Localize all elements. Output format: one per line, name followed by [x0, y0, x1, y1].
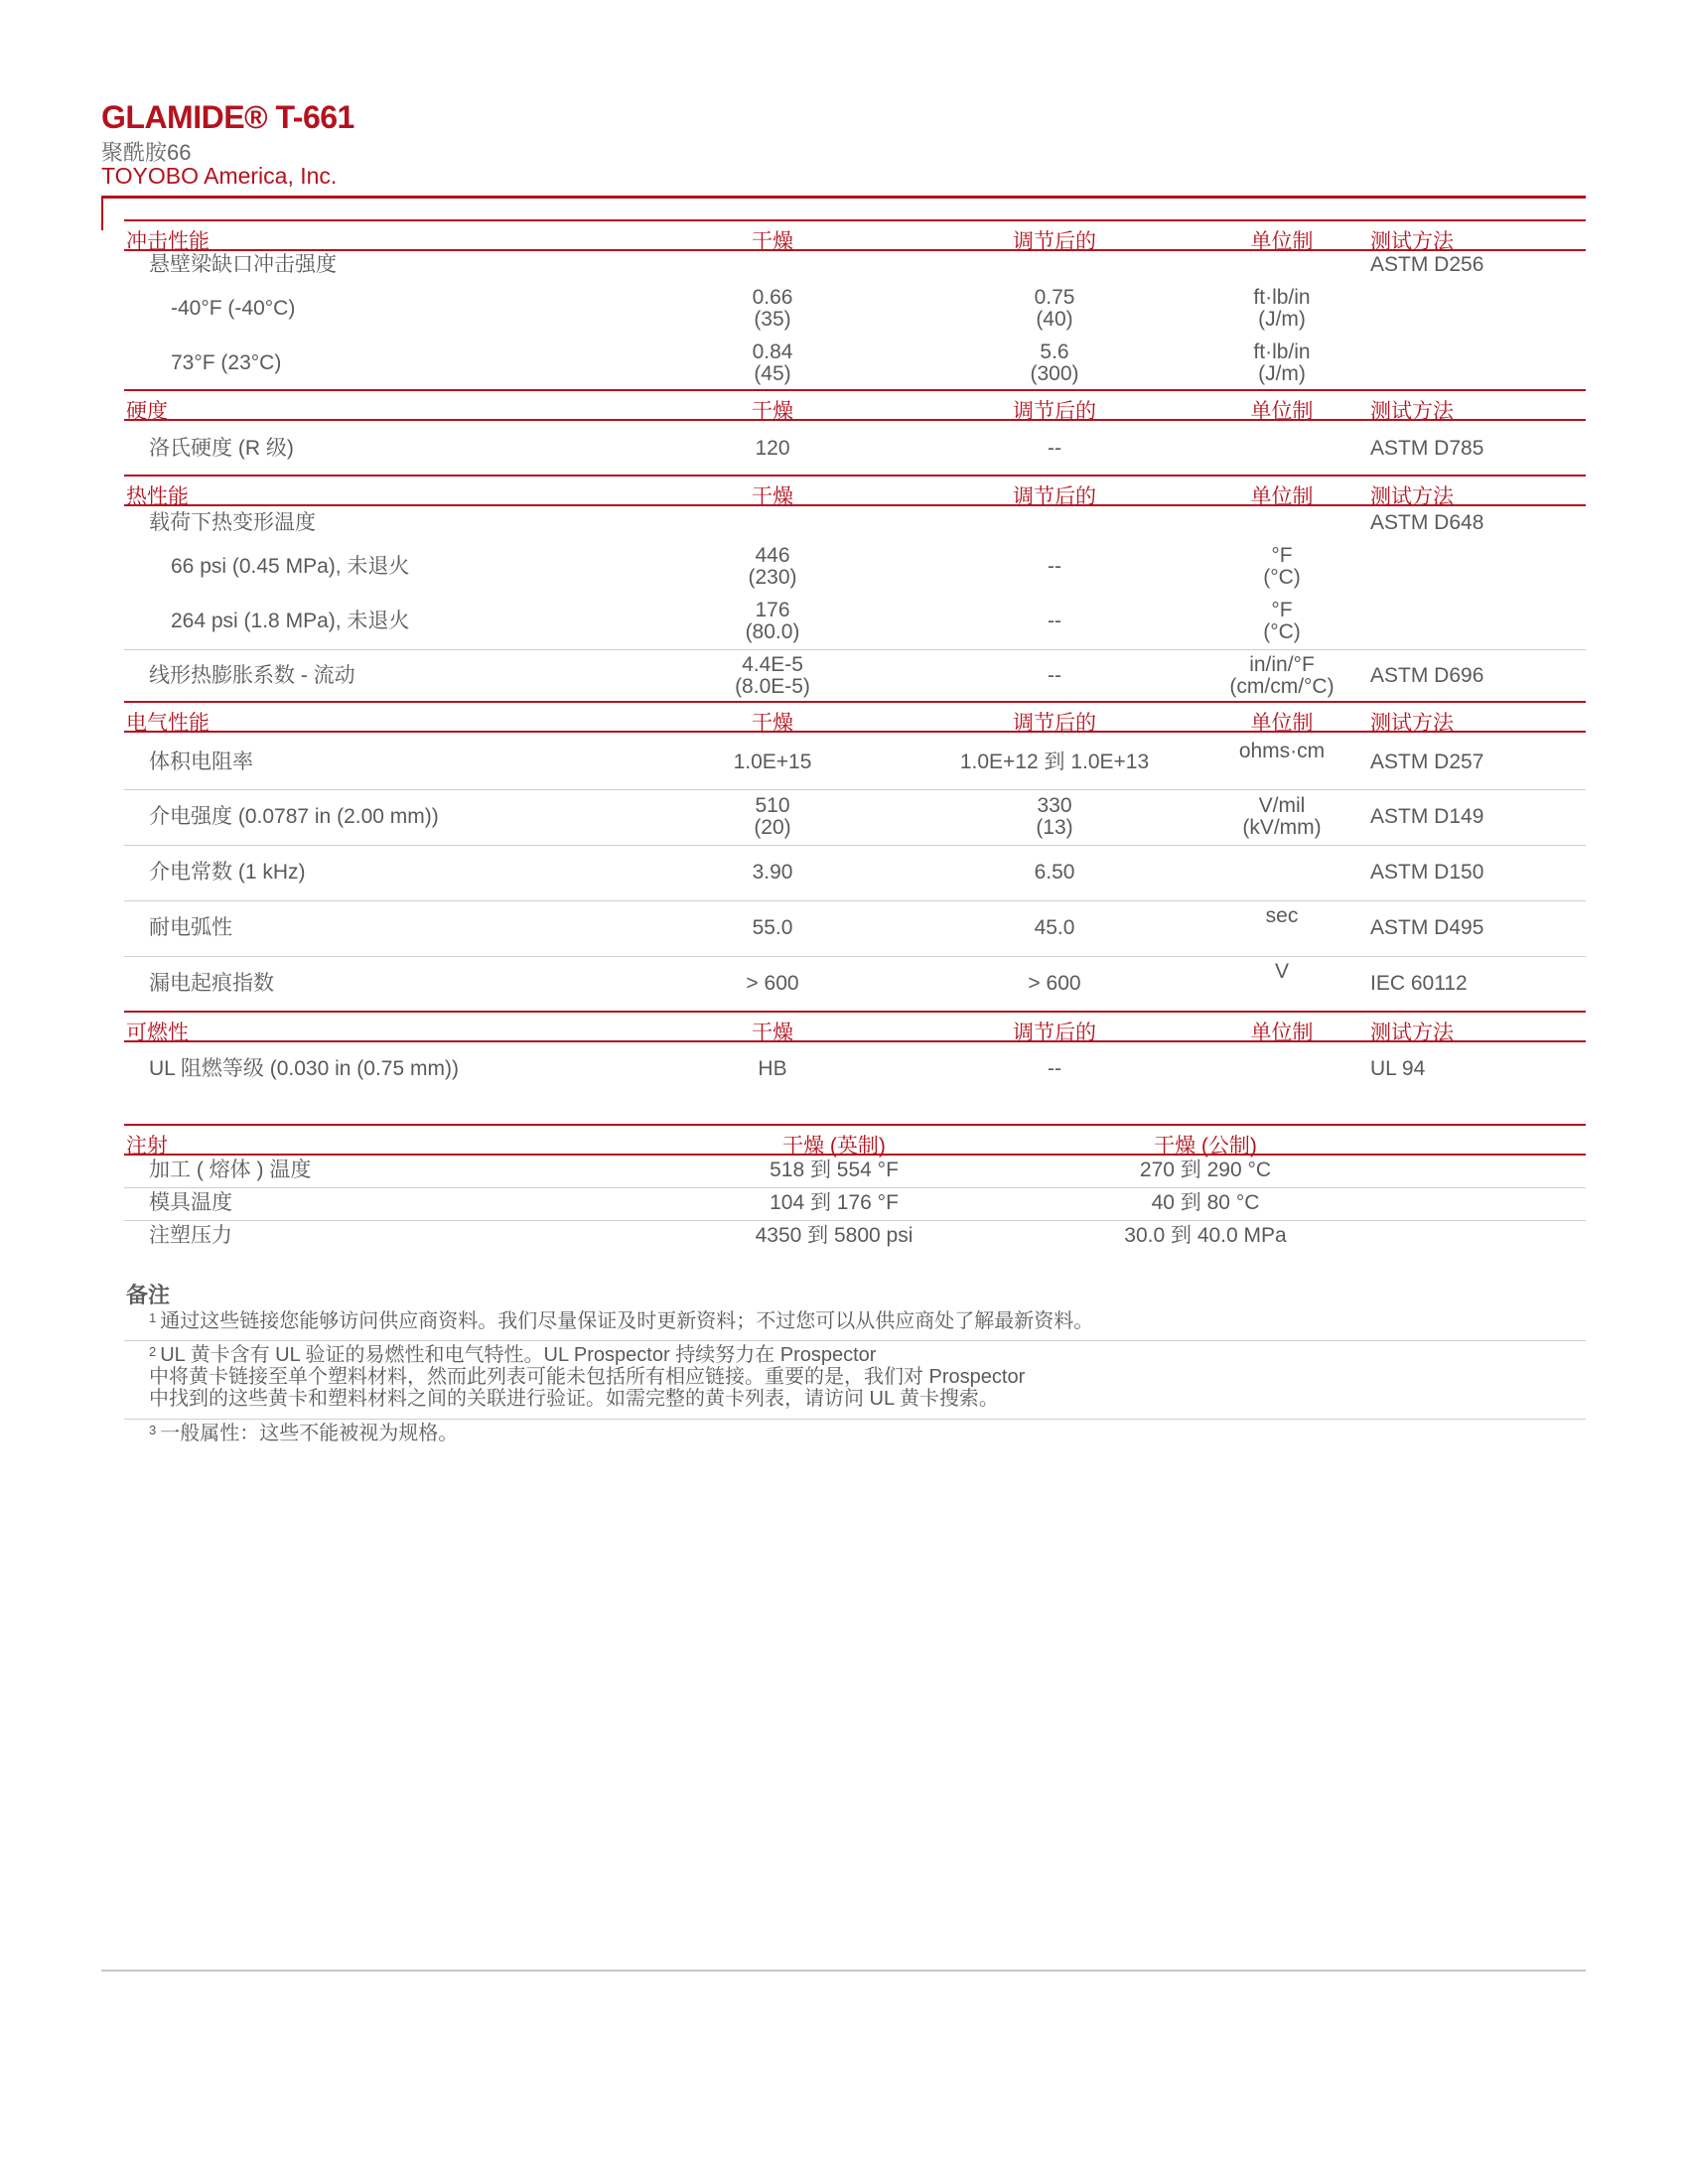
dry-value: 1.0E+15 [733, 751, 812, 773]
property-label: 264 psi (1.8 MPa), 未退火 [171, 610, 410, 632]
row-divider [124, 649, 1586, 650]
test-method: ASTM D257 [1370, 751, 1484, 773]
section-title: 可燃性 [126, 1022, 189, 1044]
test-method: ASTM D495 [1370, 916, 1484, 939]
property-label: 73°F (23°C) [171, 351, 282, 374]
test-method: IEC 60112 [1370, 972, 1468, 995]
conditioned-value: 0.75 (40) [1034, 286, 1075, 331]
test-method: ASTM D149 [1370, 805, 1484, 828]
conditioned-value: -- [1048, 555, 1061, 578]
english-value: 4350 到 5800 psi [755, 1224, 914, 1247]
test-method: ASTM D648 [1370, 511, 1484, 534]
note-item: $^3$ 一般属性：这些不能被视为规格。 [149, 1423, 459, 1444]
property-group-label: 载荷下热变形温度 [149, 511, 316, 534]
section-header-flammability: 可燃性 干燥 调节后的 单位制 测试方法 [124, 1011, 1586, 1042]
footer-divider [101, 1970, 1586, 1972]
property-group-label: 悬壁梁缺口冲击强度 [149, 253, 337, 276]
col-test-method: 测试方法 [1370, 712, 1454, 735]
property-label: 介电强度 (0.0787 in (2.00 mm)) [149, 805, 439, 828]
conditioned-value: 330 (13) [1036, 794, 1073, 839]
dry-value: 0.66 (35) [752, 286, 793, 331]
note-item: $^1$ 通过这些链接您能够访问供应商资料。我们尽量保证及时更新资料；不过您可以从供应商处了解最新资料。 [149, 1310, 1094, 1332]
dry-value: 176 (80.0) [745, 599, 800, 643]
property-label: 线形热膨胀系数 - 流动 [149, 664, 355, 687]
conditioned-value: 1.0E+12 到 1.0E+13 [959, 751, 1150, 773]
property-label: 模具温度 [149, 1191, 232, 1214]
test-method: ASTM D256 [1370, 253, 1484, 276]
product-subtitle: 聚酰胺66 [101, 140, 192, 165]
unit: °F (°C) [1263, 544, 1301, 589]
note-divider [124, 1340, 1586, 1341]
section-header-hardness: 硬度 干燥 调节后的 单位制 测试方法 [124, 389, 1586, 421]
section-title: 硬度 [126, 400, 168, 423]
header-bracket [101, 196, 103, 230]
section-header-thermal: 热性能 干燥 调节后的 单位制 测试方法 [124, 475, 1586, 506]
row-divider [124, 1220, 1586, 1221]
property-label: 耐电弧性 [149, 916, 232, 939]
product-title: GLAMIDE® T-661 [101, 99, 354, 135]
test-method: ASTM D150 [1370, 861, 1484, 884]
note-number: 2 [149, 1344, 157, 1359]
conditioned-value: -- [1048, 610, 1061, 632]
property-label: 介电常数 (1 kHz) [149, 861, 306, 884]
row-divider [124, 845, 1586, 846]
property-label: 洛氏硬度 (R 级) [149, 437, 294, 460]
property-label: 体积电阻率 [149, 751, 253, 773]
row-divider [124, 789, 1586, 790]
unit: ft·lb/in (J/m) [1253, 341, 1311, 385]
property-label: 66 psi (0.45 MPa), 未退火 [171, 555, 410, 578]
dry-value: > 600 [746, 972, 799, 995]
conditioned-value: -- [1048, 437, 1061, 460]
test-method: UL 94 [1370, 1057, 1426, 1080]
row-divider [124, 956, 1586, 957]
conditioned-value: 6.50 [1034, 861, 1075, 884]
section-title: 注射 [126, 1135, 168, 1158]
property-label: UL 阻燃等级 (0.030 in (0.75 mm)) [149, 1057, 459, 1080]
section-title: 热性能 [126, 485, 189, 508]
test-method: ASTM D785 [1370, 437, 1484, 460]
unit: °F (°C) [1263, 599, 1301, 643]
note-number: 1 [149, 1310, 157, 1325]
dry-value: 120 [755, 437, 790, 460]
note-number: 3 [149, 1423, 157, 1437]
row-divider [124, 900, 1586, 901]
dry-value: 510 (20) [754, 794, 791, 839]
unit: ohms·cm [1238, 740, 1326, 762]
dry-value: 4.4E-5 (8.0E-5) [735, 653, 810, 698]
english-value: 104 到 176 °F [770, 1191, 899, 1214]
conditioned-value: > 600 [1028, 972, 1081, 995]
note-divider [124, 1419, 1586, 1420]
unit: V/mil (kV/mm) [1242, 794, 1322, 839]
dry-value: 0.84 (45) [752, 341, 793, 385]
dry-value: HB [758, 1057, 787, 1080]
section-title: 冲击性能 [126, 230, 210, 253]
unit: ft·lb/in (J/m) [1253, 286, 1311, 331]
metric-value: 30.0 到 40.0 MPa [1124, 1224, 1287, 1247]
unit: sec [1265, 904, 1299, 927]
property-label: 漏电起痕指数 [149, 972, 274, 995]
col-test-method: 测试方法 [1370, 1022, 1454, 1044]
conditioned-value: -- [1048, 1057, 1061, 1080]
metric-value: 270 到 290 °C [1139, 1159, 1272, 1181]
unit: in/in/°F (cm/cm/°C) [1229, 653, 1335, 698]
section-header-injection: 注射 干燥 (英制) 干燥 (公制) [124, 1124, 1586, 1156]
unit: V [1274, 960, 1289, 983]
section-header-impact: 冲击性能 干燥 调节后的 单位制 测试方法 [124, 219, 1586, 251]
notes-title: 备注 [126, 1283, 171, 1307]
company-name: TOYOBO America, Inc. [101, 163, 338, 189]
col-test-method: 测试方法 [1370, 485, 1454, 508]
property-label: 加工 ( 熔体 ) 温度 [149, 1159, 312, 1181]
col-test-method: 测试方法 [1370, 400, 1454, 423]
dry-value: 3.90 [752, 861, 793, 884]
section-header-electrical: 电气性能 干燥 调节后的 单位制 测试方法 [124, 701, 1586, 733]
note-item: $^2$ UL 黄卡含有 UL 验证的易燃性和电气特性。UL Prospector 持续努力在 Prospector 中将黄卡链接至单个塑料材料，然而此列表可能未包括所有相应链接。重要的是，我们对 Prospector 中找到的这些黄卡和塑料材料之间的关联进行验证。如需完整的黄卡列表，请访问 UL 黄卡搜索。 [149, 1344, 1026, 1410]
dry-value: 446 (230) [748, 544, 797, 589]
dry-value: 55.0 [752, 916, 793, 939]
row-divider [124, 1187, 1586, 1188]
english-value: 518 到 554 °F [770, 1159, 899, 1181]
property-label: -40°F (-40°C) [171, 297, 296, 320]
conditioned-value: -- [1048, 664, 1061, 687]
test-method: ASTM D696 [1370, 664, 1484, 687]
col-test-method: 测试方法 [1370, 230, 1454, 253]
property-label: 注塑压力 [149, 1224, 232, 1247]
section-title: 电气性能 [126, 712, 210, 735]
metric-value: 40 到 80 °C [1151, 1191, 1260, 1214]
conditioned-value: 45.0 [1034, 916, 1075, 939]
conditioned-value: 5.6 (300) [1030, 341, 1079, 385]
header-divider [101, 196, 1586, 199]
